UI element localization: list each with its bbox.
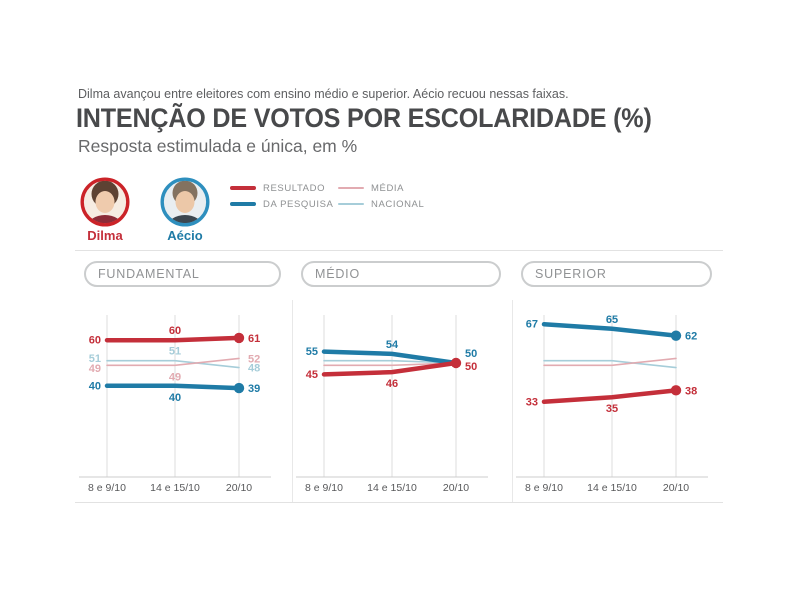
value-label: 49: [88, 362, 101, 375]
panel-superior-header: SUPERIOR: [521, 261, 712, 287]
blue-line-swatch-icon: [230, 202, 256, 206]
lightblue-line-swatch-icon: [338, 203, 364, 205]
x-axis-label: 14 e 15/10: [367, 482, 417, 494]
value-label: 40: [168, 391, 182, 404]
panel-medio-header: MÉDIO: [301, 261, 501, 287]
panel-fundamental-header: FUNDAMENTAL: [84, 261, 281, 287]
series-line: [107, 361, 239, 368]
fundamental-chart: [75, 310, 275, 500]
x-axis-label: 20/10: [662, 482, 690, 494]
value-label: 55: [305, 346, 318, 359]
value-label: 51: [88, 353, 101, 366]
page-title: INTENÇÃO DE VOTOS POR ESCOLARIDADE (%): [76, 103, 652, 133]
value-label: 46: [385, 378, 399, 391]
value-label: 40: [88, 380, 101, 393]
value-label: 54: [385, 338, 399, 351]
value-label: 60: [168, 325, 182, 338]
x-axis-label: 14 e 15/10: [587, 482, 637, 494]
series-line: [544, 361, 676, 368]
superior-chart: [512, 310, 712, 500]
aecio-avatar-icon: [160, 177, 210, 227]
dilma-avatar-icon: [80, 177, 130, 227]
value-label: 39: [248, 383, 261, 396]
page-subtitle: Resposta estimulada e única, em %: [78, 136, 358, 156]
value-label: 35: [605, 403, 619, 416]
top-divider: [75, 250, 723, 251]
value-label: 48: [248, 362, 261, 375]
pink-line-swatch-icon: [338, 187, 364, 189]
value-label: 51: [168, 345, 182, 358]
panel-separator-1: [292, 300, 293, 502]
panel-medio: [292, 261, 512, 500]
series-line: [544, 358, 676, 365]
value-label: 49: [168, 371, 182, 384]
aecio-name-label: Aécio: [167, 228, 203, 243]
value-label: 67: [525, 318, 538, 331]
value-label: 60: [88, 334, 101, 347]
series-line: [107, 386, 239, 388]
panel-superior: [512, 261, 723, 500]
x-axis-label: 14 e 15/10: [150, 482, 200, 494]
legend-row: [78, 176, 718, 243]
legend-result-line2: DA PESQUISA: [263, 198, 334, 210]
x-axis-label: 20/10: [442, 482, 470, 494]
value-label: 62: [685, 330, 698, 343]
bottom-divider: [75, 502, 723, 503]
value-label: 45: [305, 368, 318, 381]
legend-media-line2: NACIONAL: [371, 198, 425, 210]
value-label: 61: [248, 332, 261, 345]
series-line: [544, 324, 676, 335]
intro-text: Dilma avançou entre eleitores com ensino médio e superior. Aécio recuou nessas faixas.: [78, 87, 569, 101]
series-line: [107, 358, 239, 365]
dilma-name-label: Dilma: [87, 228, 123, 243]
series-line: [107, 338, 239, 340]
end-point-dot: [671, 385, 681, 395]
series-line: [544, 390, 676, 401]
x-axis-label: 8 e 9/10: [305, 482, 343, 494]
legend-media-line1: MÉDIA: [371, 182, 405, 194]
x-axis-label: 8 e 9/10: [525, 482, 563, 494]
end-point-dot: [671, 330, 681, 340]
legend-result: [230, 183, 333, 215]
legend-result-line1: RESULTADO: [263, 182, 326, 194]
value-label: 38: [685, 385, 698, 398]
red-line-swatch-icon: [230, 186, 256, 190]
value-label: 52: [248, 353, 261, 366]
value-label: 50: [465, 348, 478, 360]
legend-media: [338, 183, 424, 215]
value-label: 65: [605, 313, 619, 326]
chart-panels: [75, 261, 723, 500]
end-point-dot: [451, 358, 461, 368]
x-axis-label: 8 e 9/10: [88, 482, 126, 494]
panel-fundamental: [75, 261, 292, 500]
value-label: 33: [525, 396, 538, 409]
end-point-dot: [234, 333, 244, 343]
medio-chart: [292, 310, 492, 500]
end-point-dot: [234, 383, 244, 393]
x-axis-label: 20/10: [225, 482, 253, 494]
value-label: 50: [465, 361, 478, 373]
panel-separator-2: [512, 300, 513, 502]
